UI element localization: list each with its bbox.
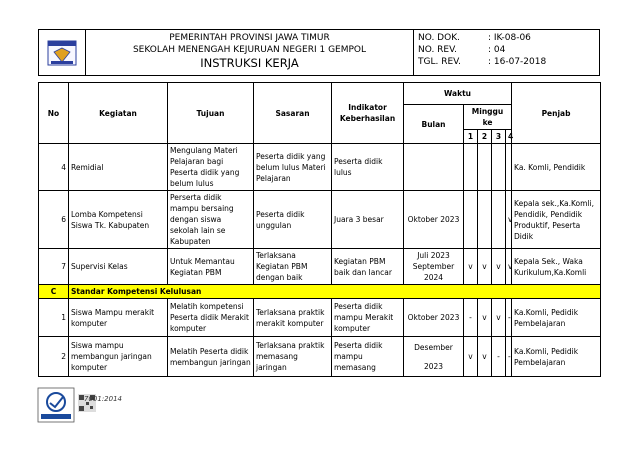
row-no: 7 (39, 249, 69, 285)
col-header-tujuan: Tujuan (168, 83, 254, 144)
row-bulan: Oktober 2023 (404, 299, 464, 337)
col-header-waktu: Waktu (404, 83, 512, 105)
row-kegiatan: Lomba Kompetensi Siswa Tk. Kabupaten (69, 191, 168, 249)
col-header-minggu: Minggu ke (464, 105, 512, 130)
row-sasaran: Terlaksana praktik merakit komputer (254, 299, 332, 337)
section-code: C (39, 285, 69, 299)
row-bulan: Juli 2023 September 2024 (404, 249, 464, 285)
header-line-3: INSTRUKSI KERJA (200, 56, 299, 70)
week-header: 1 (464, 130, 478, 144)
doc-field-row (418, 32, 599, 44)
row-kegiatan: Siswa mampu membangun jaringan komputer (69, 337, 168, 377)
row-week: v (464, 249, 478, 285)
col-header-indikator: Indikator Keberhasilan (332, 83, 404, 144)
row-week: - (506, 337, 512, 377)
col-header-penjab: Penjab (512, 83, 601, 144)
header-line-2: SEKOLAH MENENGAH KEJURUAN NEGERI 1 GEMPOL (132, 45, 367, 55)
row-week: v (478, 249, 492, 285)
row-penjab: Ka. Komli, Pendidik (512, 144, 601, 191)
section-title: Standar Kompetensi Kelulusan (69, 285, 601, 299)
doc-field-value: : 16-07-2018 (488, 57, 547, 67)
col-header-sasaran: Sasaran (254, 83, 332, 144)
doc-field-key: TGL. REV. (418, 57, 462, 67)
doc-field-value: : 04 (488, 45, 506, 55)
row-no: 6 (39, 191, 69, 249)
row-week: v (506, 249, 512, 285)
doc-field-value: : IK-08-06 (488, 33, 531, 43)
week-header: 2 (478, 130, 492, 144)
row-week (492, 191, 506, 249)
row-bulan (404, 144, 464, 191)
row-no: 1 (39, 299, 69, 337)
row-penjab: Ka.Komli, Pedidik Pembelajaran (512, 337, 601, 377)
row-no: 4 (39, 144, 69, 191)
row-tujuan: Mengulang Materi Pelajaran bagi Peserta didik yang belum lulus (168, 144, 254, 191)
doc-field-key: NO. DOK. (418, 33, 460, 43)
row-indikator: Kegiatan PBM baik dan lancar (332, 249, 404, 285)
row-penjab: Kepala Sek., Waka Kurikulum,Ka.Komli (512, 249, 601, 285)
row-week: - (506, 299, 512, 337)
header-title-block (86, 30, 414, 75)
week-header: 4 (506, 130, 512, 144)
school-emblem-icon (47, 40, 77, 66)
col-header-kegiatan: Kegiatan (69, 83, 168, 144)
row-week: v (492, 249, 506, 285)
col-header-bulan: Bulan (404, 105, 464, 144)
row-tujuan: Melatih Peserta didik membangun jaringan (168, 337, 254, 377)
table-row (39, 249, 601, 285)
table-row (39, 337, 601, 377)
row-week (478, 144, 492, 191)
doc-field-row (418, 44, 599, 56)
section-row (39, 285, 601, 299)
week-header: 3 (492, 130, 506, 144)
table-row (39, 299, 601, 337)
row-week: v (464, 337, 478, 377)
row-no: 2 (39, 337, 69, 377)
row-penjab: Kepala sek.,Ka.Komli, Pendidik, Pendidik Produktif, Peserta Didik (512, 191, 601, 249)
row-sasaran: Peserta didik unggulan (254, 191, 332, 249)
row-bulan-year: 2023 (423, 361, 444, 371)
row-tujuan: Perserta didik mampu bersaing dengan siswa sekolah lain se Kabupaten (168, 191, 254, 249)
row-bulan-month: Desember (414, 342, 453, 352)
row-week: v (492, 299, 506, 337)
row-kegiatan: Remidial (69, 144, 168, 191)
row-bulan (404, 337, 464, 377)
row-indikator: Peserta didik mampu Merakit komputer (332, 299, 404, 337)
row-week (492, 144, 506, 191)
row-indikator: Peserta didik lulus (332, 144, 404, 191)
row-sasaran: Terlaksana praktik memasang jaringan (254, 337, 332, 377)
document-header (38, 29, 600, 76)
row-week (478, 191, 492, 249)
row-tujuan: Melatih kompetensi Peserta didik Merakit komputer (168, 299, 254, 337)
work-instruction-table (38, 82, 601, 377)
row-kegiatan: Siswa Mampu merakit komputer (69, 299, 168, 337)
row-week: - (492, 337, 506, 377)
header-line-1: PEMERINTAH PROVINSI JAWA TIMUR (169, 33, 330, 43)
row-week (464, 144, 478, 191)
row-indikator: Juara 3 besar (332, 191, 404, 249)
row-sasaran: Peserta didik yang belum lulus Materi Pelajaran (254, 144, 332, 191)
row-penjab: Ka.Komli, Pedidik Pembelajaran (512, 299, 601, 337)
school-logo (39, 30, 86, 75)
row-bulan: Oktober 2023 (404, 191, 464, 249)
col-header-no: No (39, 83, 69, 144)
row-week: v (478, 337, 492, 377)
header-doc-fields (414, 30, 599, 75)
row-week (464, 191, 478, 249)
doc-field-key: NO. REV. (418, 45, 457, 55)
row-week: v (478, 299, 492, 337)
row-week: - (464, 299, 478, 337)
table-row (39, 144, 601, 191)
row-kegiatan: Supervisi Kelas (69, 249, 168, 285)
row-sasaran: Terlaksana Kegiatan PBM dengan baik (254, 249, 332, 285)
row-indikator: Peserta didik mampu memasang (332, 337, 404, 377)
certification-number: 7001:2014 (84, 395, 122, 403)
row-week: v (506, 191, 512, 249)
table-row (39, 191, 601, 249)
doc-field-row (418, 56, 599, 68)
row-tujuan: Untuk Memantau Kegiatan PBM (168, 249, 254, 285)
certification-logo-icon (38, 388, 74, 422)
